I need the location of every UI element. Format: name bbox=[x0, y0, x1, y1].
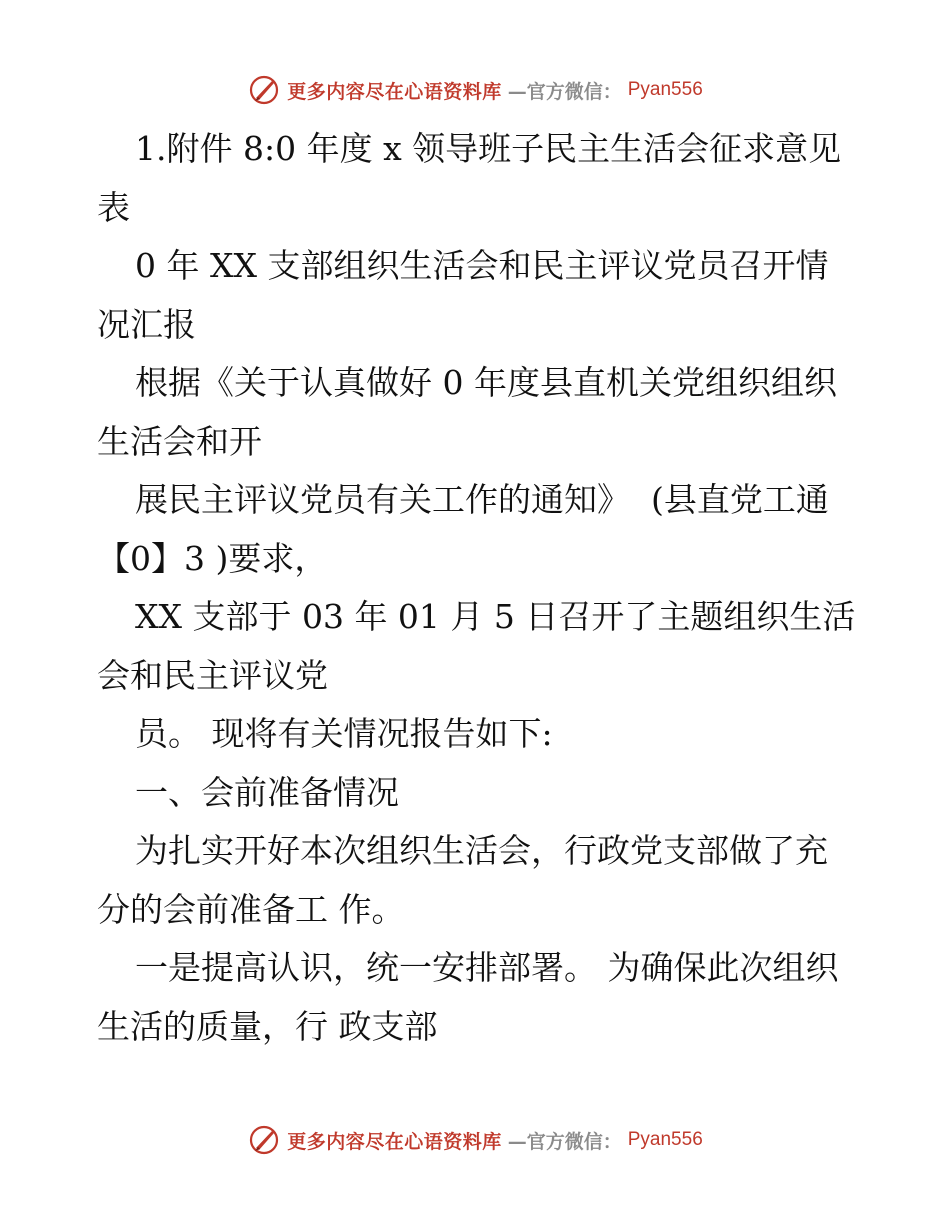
footer-banner-account-id: Pyan556 bbox=[627, 1129, 703, 1150]
footer-banner-main-text: 更多内容尽在心语资料库 bbox=[287, 1130, 502, 1153]
paragraph-report-title: 0 年 XX 支部组织生活会和民主评议党员召开情况汇报 bbox=[97, 246, 829, 344]
paragraph-report-intro: 员。 现将有关情况报告如下: bbox=[135, 714, 553, 753]
document-body bbox=[97, 120, 857, 1056]
paragraph-meeting-date: XX 支部于 03 年 01 月 5 日召开了主题组织生活会和民主评议党 bbox=[97, 597, 856, 695]
paragraph-basis-line-1: 根据《关于认真做好 0 年度县直机关党组织组织生活会和开 bbox=[97, 363, 837, 461]
header-banner bbox=[0, 70, 950, 110]
footer-banner-sub-text: —官方微信： bbox=[507, 1130, 622, 1153]
section-heading-preparation: 一、会前准备情况 bbox=[135, 772, 399, 812]
header-banner-account-id: Pyan556 bbox=[627, 79, 703, 100]
paragraph-preparation: 为扎实开好本次组织生活会，行政党支部做了充分的会前准备工 作。 bbox=[97, 831, 828, 929]
footer-banner bbox=[0, 1120, 950, 1160]
paragraph-attachment-title: 1.附件 8:0 年度 x 领导班子民主生活会征求意见表 bbox=[97, 129, 842, 227]
paragraph-point-one: 一是提高认识，统一安排部署。 为确保此次组织生活的质量，行 政支部 bbox=[97, 948, 839, 1046]
header-banner-main-text: 更多内容尽在心语资料库 bbox=[287, 80, 502, 103]
header-banner-sub-text: —官方微信： bbox=[507, 80, 622, 103]
quill-pen-logo-icon bbox=[247, 73, 281, 107]
quill-pen-logo-icon bbox=[247, 1123, 281, 1157]
paragraph-basis-line-2: 展民主评议党员有关工作的通知》 (县直党工通【0】3 )要求， bbox=[97, 480, 829, 578]
